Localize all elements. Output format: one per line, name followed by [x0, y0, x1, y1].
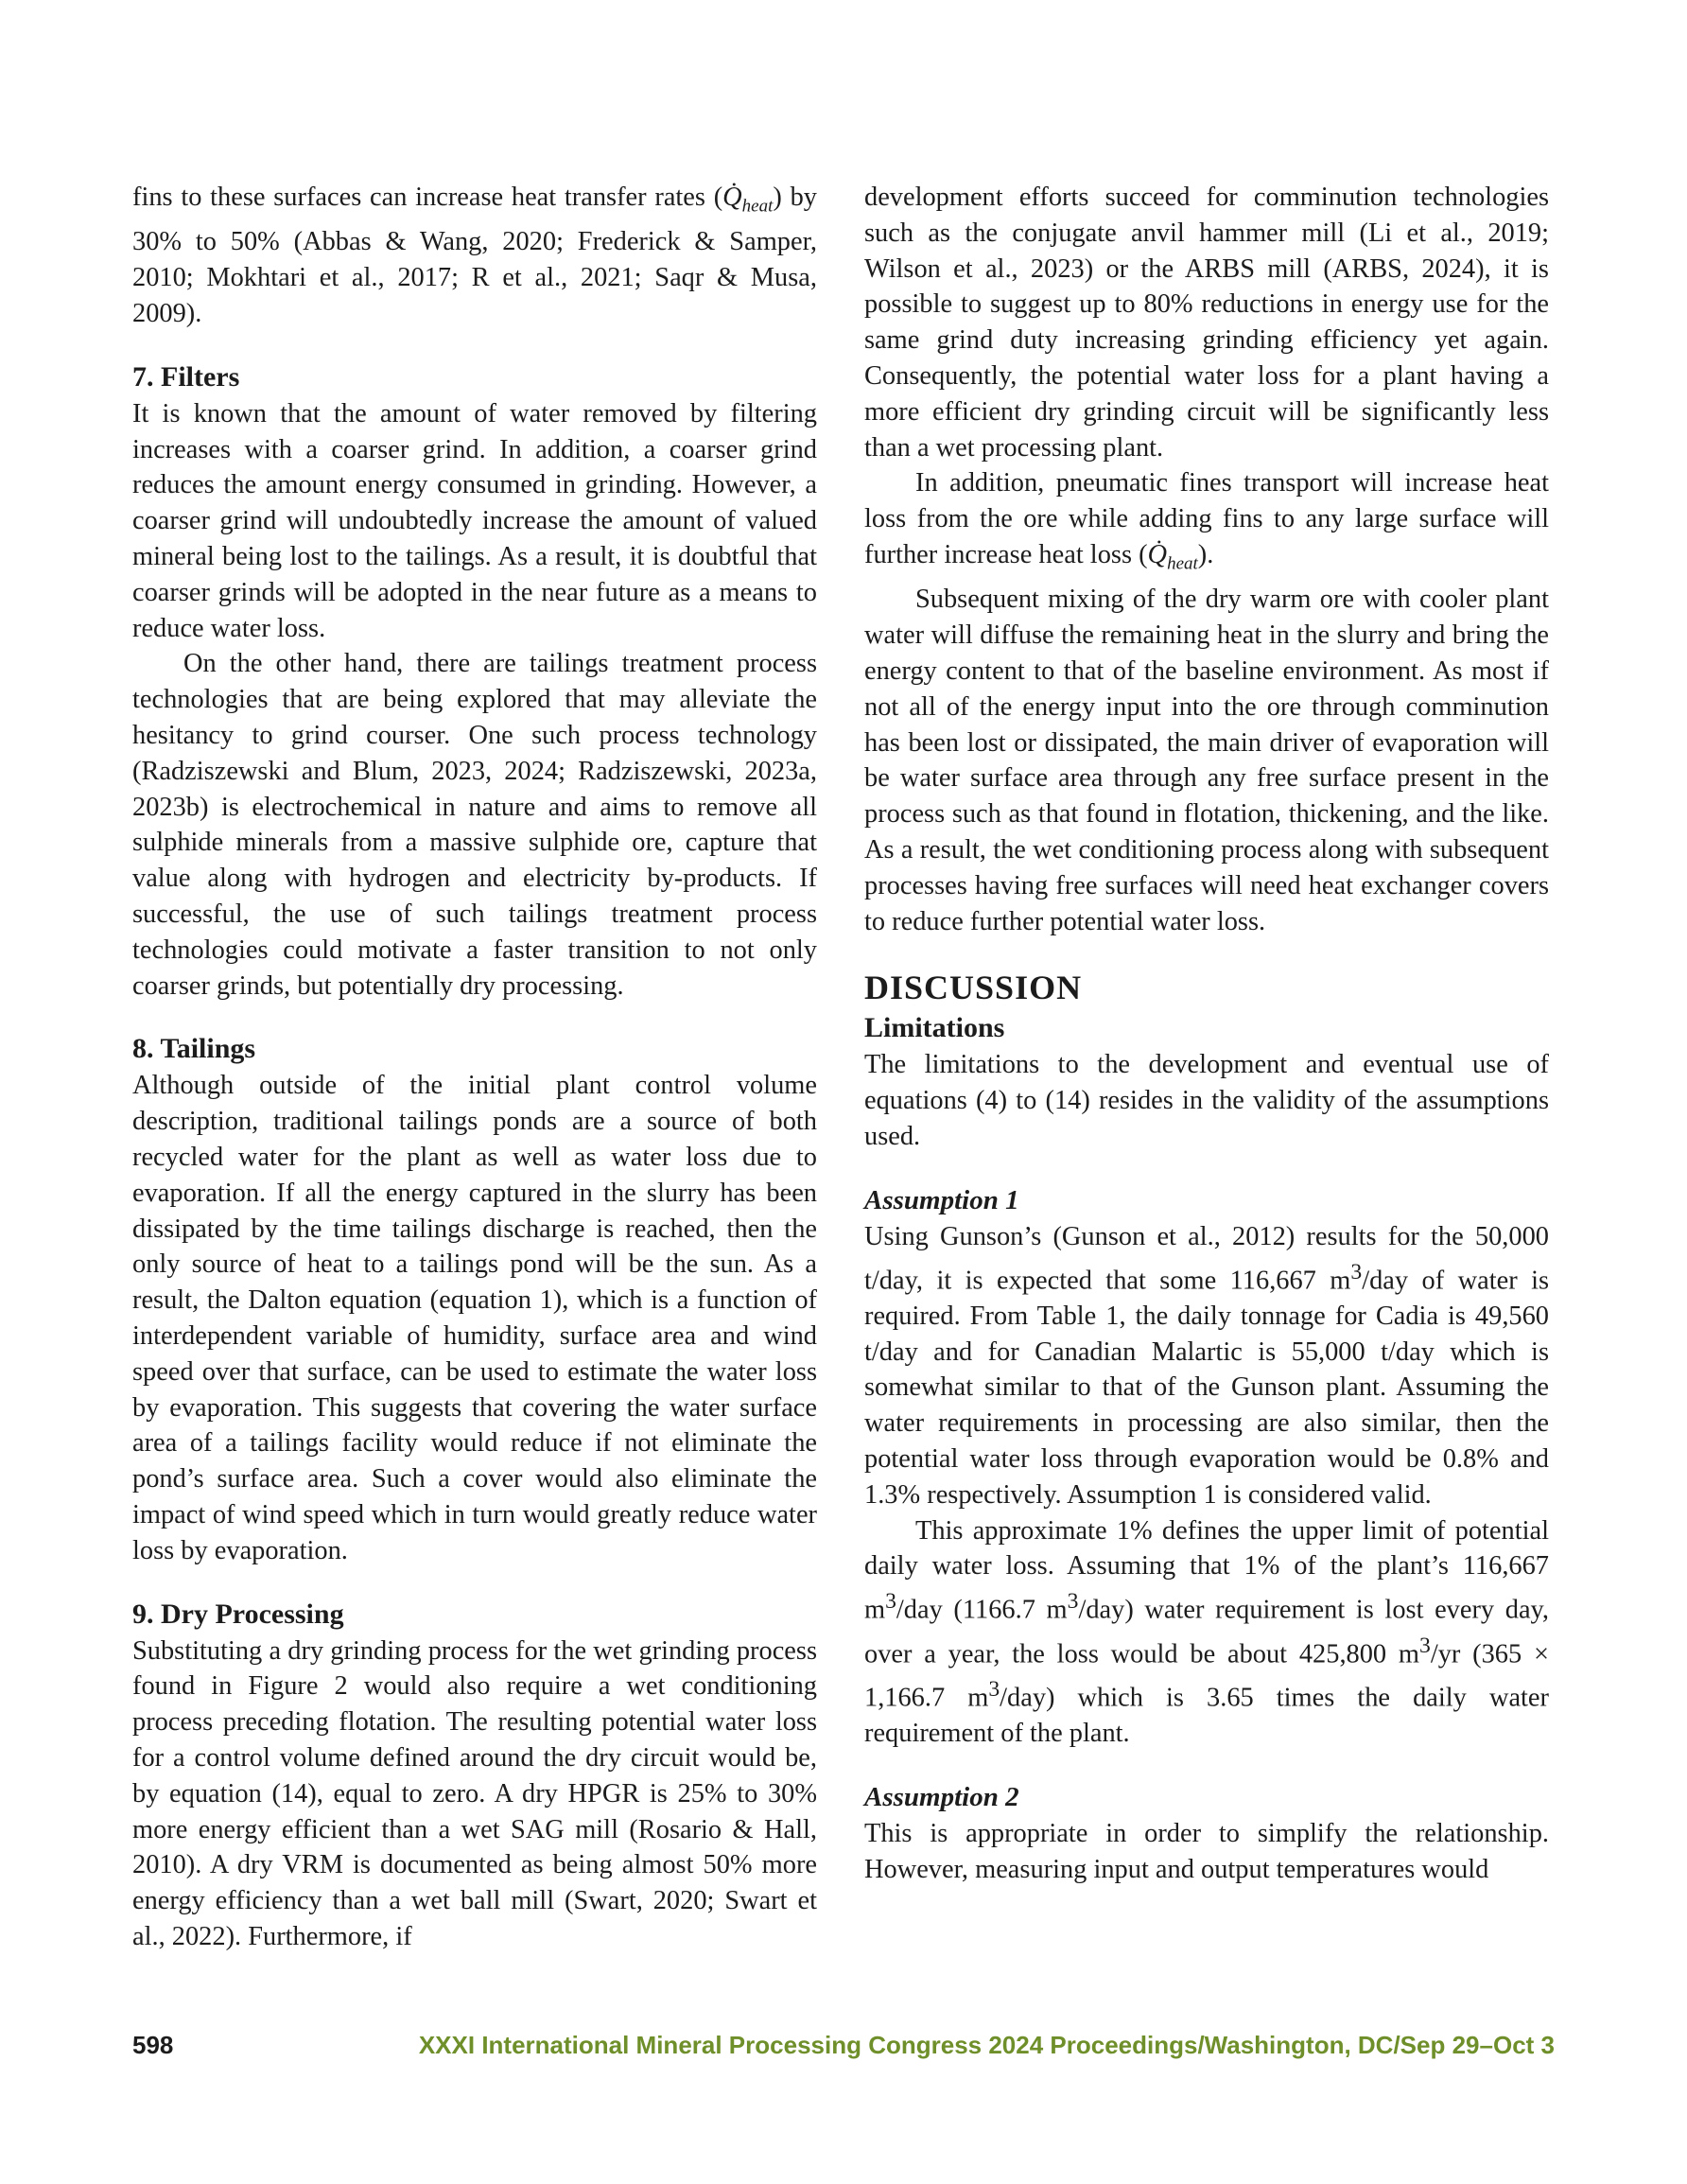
page-number: 598: [132, 2031, 174, 2059]
text-run: /day of water is required. From Table 1, the daily tonnage for Cadia is 49,560 t/day and for Canadian Malartic is 55,000 t/day which is somewhat similar to that of the Gunson plant. Assuming the water requirements in processing are also similar, then the potential water loss through evaporation would be 0.8% and 1.3% respectively. Assumption 1 is considered valid.: [864, 1266, 1550, 1510]
left-column: [132, 180, 817, 1955]
superscript: 3: [1350, 1259, 1363, 1284]
dry-processing-paragraph: Substituting a dry grinding process for the wet grinding process found in Figure 2 would also require a wet conditioning process preceding flotation. The resulting potential water loss for a control volume defined around the dry circuit would be, by equation (14), equal to zero. A dry HPGR is 25% to 30% more energy efficient than a wet SAG mill (Rosario & Hall, 2010). A dry VRM is documented as being almost 50% more energy efficiency than a wet ball mill (Swart, 2020; Swart et al., 2022). Furthermore, if: [132, 1635, 817, 1951]
conference-footer: XXXI International Mineral Processing Congress 2024 Proceedings/Washington, DC/Sep 29–Oct 3: [418, 2031, 1555, 2059]
assumption-2-heading: Assumption 2: [864, 1781, 1019, 1812]
assumption-1-paragraph-1: [864, 1219, 1549, 1513]
superscript: 3: [988, 1676, 1000, 1702]
dry-processing-heading: 9. Dry Processing: [132, 1598, 344, 1630]
superscript: 3: [885, 1589, 896, 1615]
filters-heading: 7. Filters: [132, 360, 240, 393]
intro-text: fins to these surfaces can increase heat transfer rates (: [132, 183, 723, 212]
continuation-paragraph-3: Subsequent mixing of the dry warm ore with cooler plant water will diffuse the remaining heat in the slurry and bring the energy content to that of the baseline environment. As most if not all of the energy input into the ore through comminution has been lost or dissipated, the main driver of evaporation will be water surface area through any free surface present in the process such as that found in flotation, thickening, and the like. As a result, the wet conditioning process along with subsequent processes having free surfaces will need heat exchanger covers to reduce further potential water loss.: [864, 585, 1549, 936]
heat-rate-symbol: [722, 183, 774, 217]
superscript: 3: [1419, 1633, 1431, 1658]
tailings-heading: 8. Tailings: [132, 1033, 256, 1065]
filters-paragraph-2: On the other hand, there are tailings treatment process technologies that are being explored that may alleviate the hesitancy to grind courser. One such process technology (Radziszewski and Blum, 2023, 2024; Radziszewski, 2023a, 2023b) is electrochemical in nature and aims to remove all sulphide minerals from a massive sulphide ore, capture that value along with hydrogen and electricity by-products. If successful, the use of such tailings treatment process technologies could motivate a faster transition to not only coarser grinds, but potentially dry processing.: [132, 649, 817, 1001]
text-run: /day) water requirement is lost every day, over a year, the loss would be about 425,800 m: [864, 1595, 1550, 1669]
q-subscript: heat: [1167, 553, 1198, 574]
text-run: /yr (365 × 1,166.7 m: [864, 1638, 1549, 1713]
superscript: 3: [1067, 1589, 1079, 1615]
continuation-end: ).: [1197, 539, 1214, 569]
intro-paragraph: [132, 180, 817, 332]
assumption-1-paragraph-2: [864, 1513, 1549, 1752]
continuation-paragraph-2: [864, 465, 1549, 582]
q-symbol: Q̇: [1147, 539, 1168, 569]
tailings-paragraph: Although outside of the initial plant control volume description, traditional tailings ponds are a source of both recycled water for the plant as well as water loss due to evaporation. If all the energy captured in the slurry has been dissipated by the time tailings discharge is reached, then the only source of heat to a tailings pond will be the sun. As a result, the Dalton equation (equation 1), which is a function of interdependent variable of humidity, surface area and wind speed over that surface, can be used to estimate the water loss by evaporation. This suggests that covering the water surface area of a tailings facility would reduce if not eliminate the pond’s surface area. Such a cover would also eliminate the impact of wind speed which in turn would greatly reduce water loss by evaporation.: [132, 1071, 817, 1565]
text-run: /day (1166.7 m: [896, 1595, 1068, 1625]
continuation-text: In addition, pneumatic fines transport will increase heat loss from the ore while adding fins to any large surface will further increase heat loss (: [864, 468, 1549, 569]
limitations-heading: Limitations: [864, 1012, 1005, 1044]
q-symbol: Q̇: [722, 183, 742, 212]
intro-rest: ) by 30% to 50% (Abbas & Wang, 2020; Frederick & Samper, 2010; Mokhtari et al., 2017; R et al., 2021; Saqr & Musa, 2009).: [132, 183, 817, 329]
text-run: /day) which is 3.65 times the daily water requirement of the plant.: [864, 1683, 1549, 1749]
assumption-2-paragraph: This is appropriate in order to simplify the relationship. However, measuring input and output temperatures would: [864, 1818, 1549, 1884]
text-run: This approximate 1% defines the upper limit of potential daily water loss. Assuming that 1% of the plant’s 116,667 m: [864, 1515, 1549, 1625]
discussion-heading: DISCUSSION: [864, 969, 1083, 1007]
q-subscript: heat: [741, 196, 774, 217]
text-run: Using Gunson’s (Gunson et al., 2012) results for the 50,000 t/day, it is expected that some 116,667 m: [864, 1221, 1549, 1296]
filters-paragraph-1: It is known that the amount of water removed by filtering increases with a coarser grind. In addition, a coarser grind reduces the amount energy consumed in grinding. However, a coarser grind will undoubtedly increase the amount of valued mineral being lost to the tailings. As a result, it is doubtful that coarser grinds will be adopted in the near future as a means to reduce water loss.: [132, 398, 817, 643]
heat-loss-symbol: [1147, 539, 1198, 574]
limitations-paragraph: The limitations to the development and eventual use of equations (4) to (14) resides in the validity of the assumptions used.: [864, 1050, 1549, 1151]
continuation-paragraph-1: development efforts succeed for comminution technologies such as the conjugate anvil hammer mill (Li et al., 2019; Wilson et al., 2023) or the ARBS mill (ARBS, 2024), it is possible to suggest up to 80% reductions in energy use for the same grind duty increasing grinding efficiency yet again. Consequently, the potential water loss for a plant having a more efficient dry grinding circuit will be significantly less than a wet processing plant.: [864, 183, 1549, 463]
right-column: [864, 180, 1549, 1887]
assumption-1-heading: Assumption 1: [864, 1184, 1019, 1215]
